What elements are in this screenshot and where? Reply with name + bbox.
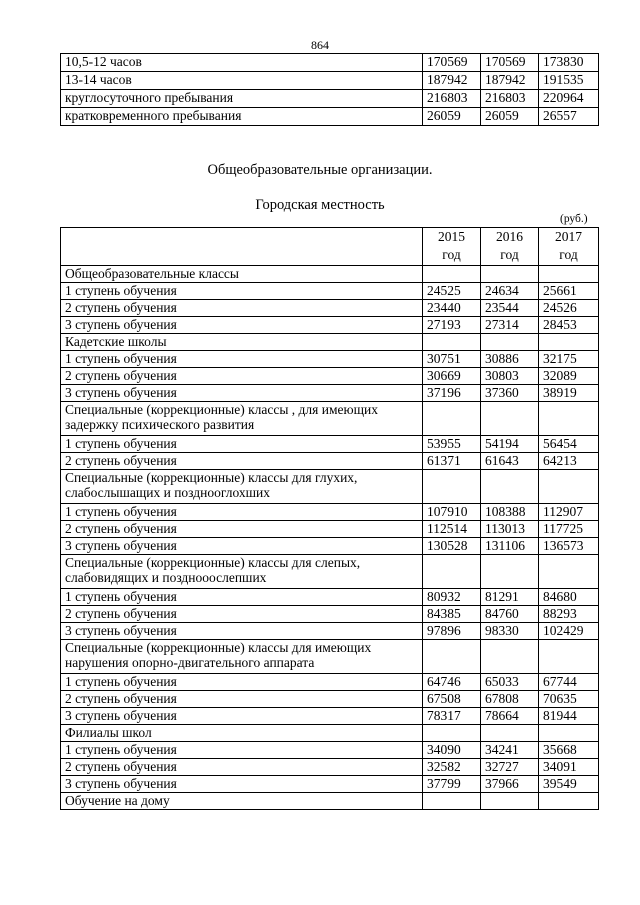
value-2017: 34091 (539, 759, 599, 776)
empty-cell (481, 266, 539, 283)
category-row (61, 266, 599, 283)
value-2017: 191535 (539, 72, 599, 90)
value-2015: 32582 (423, 759, 481, 776)
table-row (61, 708, 599, 725)
category-row (61, 793, 599, 810)
row-label: 2 ступень обучения (61, 759, 423, 776)
value-2015: 130528 (423, 538, 481, 555)
value-2016: 32727 (481, 759, 539, 776)
value-2016: 131106 (481, 538, 539, 555)
table-row (61, 742, 599, 759)
category-label: Общеобразовательные классы (61, 266, 423, 283)
category-label: Специальные (коррекционные) классы , для имеющих задержку психического развития (61, 402, 423, 436)
category-row (61, 640, 599, 674)
table-row (61, 453, 599, 470)
section-subheading: Городская местность (255, 197, 385, 213)
value-2016: 61643 (481, 453, 539, 470)
value-2017: 67744 (539, 674, 599, 691)
row-label: 2 ступень обучения (61, 453, 423, 470)
table-row (61, 300, 599, 317)
value-2017: 117725 (539, 521, 599, 538)
table-row (61, 538, 599, 555)
row-label: 3 ступень обучения (61, 317, 423, 334)
category-row (61, 725, 599, 742)
value-2016: 98330 (481, 623, 539, 640)
row-label: 1 ступень обучения (61, 504, 423, 521)
empty-cell (481, 402, 539, 436)
empty-cell (423, 793, 481, 810)
top-table (60, 53, 599, 126)
value-2015: 187942 (423, 72, 481, 90)
empty-cell (423, 640, 481, 674)
table-row (61, 759, 599, 776)
empty-cell (423, 555, 481, 589)
row-label: 2 ступень обучения (61, 300, 423, 317)
table-row (61, 589, 599, 606)
row-label: 3 ступень обучения (61, 385, 423, 402)
table-row (61, 606, 599, 623)
empty-cell (423, 725, 481, 742)
category-label: Обучение на дому (61, 793, 423, 810)
value-2016: 78664 (481, 708, 539, 725)
value-2016: 26059 (481, 108, 539, 126)
empty-cell (539, 402, 599, 436)
table-row (61, 385, 599, 402)
value-2015: 112514 (423, 521, 481, 538)
empty-cell (539, 725, 599, 742)
value-2016: 65033 (481, 674, 539, 691)
value-2016: 30886 (481, 351, 539, 368)
value-2017: 64213 (539, 453, 599, 470)
value-2015: 53955 (423, 436, 481, 453)
value-2016: 84760 (481, 606, 539, 623)
row-label: 1 ступень обучения (61, 674, 423, 691)
value-2015: 80932 (423, 589, 481, 606)
row-label: круглосуточного пребывания (61, 90, 423, 108)
value-2015: 37799 (423, 776, 481, 793)
header-row (61, 228, 599, 266)
value-2015: 61371 (423, 453, 481, 470)
cost-table (60, 227, 599, 810)
table-row (61, 436, 599, 453)
category-label: Специальные (коррекционные) классы для глухих, слабослышащих и позднооглохших (61, 470, 423, 504)
value-2017: 81944 (539, 708, 599, 725)
empty-cell (539, 334, 599, 351)
value-2017: 136573 (539, 538, 599, 555)
value-2016: 24634 (481, 283, 539, 300)
empty-cell (481, 793, 539, 810)
table-row (61, 283, 599, 300)
value-2015: 170569 (423, 54, 481, 72)
value-2017: 25661 (539, 283, 599, 300)
row-label: 1 ступень обучения (61, 742, 423, 759)
table-row (61, 368, 599, 385)
value-2015: 37196 (423, 385, 481, 402)
value-2017: 220964 (539, 90, 599, 108)
empty-cell (481, 725, 539, 742)
row-label: кратковременного пребывания (61, 108, 423, 126)
value-2016: 27314 (481, 317, 539, 334)
empty-cell (423, 470, 481, 504)
value-2017: 39549 (539, 776, 599, 793)
table-row (61, 90, 599, 108)
value-2016: 216803 (481, 90, 539, 108)
value-2015: 107910 (423, 504, 481, 521)
category-row (61, 402, 599, 436)
row-label: 3 ступень обучения (61, 708, 423, 725)
page-number: 864 (311, 38, 329, 52)
value-2017: 38919 (539, 385, 599, 402)
category-label: Филиалы школ (61, 725, 423, 742)
section-heading: Общеобразовательные организации. (207, 162, 433, 178)
value-2015: 26059 (423, 108, 481, 126)
value-2017: 56454 (539, 436, 599, 453)
value-2015: 97896 (423, 623, 481, 640)
value-2016: 113013 (481, 521, 539, 538)
value-2016: 170569 (481, 54, 539, 72)
value-2015: 216803 (423, 90, 481, 108)
table-row (61, 691, 599, 708)
value-2017: 32175 (539, 351, 599, 368)
value-2017: 32089 (539, 368, 599, 385)
row-label: 3 ступень обучения (61, 776, 423, 793)
row-label: 1 ступень обучения (61, 589, 423, 606)
empty-cell (423, 334, 481, 351)
category-label: Кадетские школы (61, 334, 423, 351)
table-row (61, 504, 599, 521)
table-row (61, 108, 599, 126)
value-2015: 27193 (423, 317, 481, 334)
value-2016: 108388 (481, 504, 539, 521)
table-row (61, 623, 599, 640)
value-2015: 64746 (423, 674, 481, 691)
value-2017: 35668 (539, 742, 599, 759)
empty-cell (539, 266, 599, 283)
empty-cell (481, 555, 539, 589)
value-2016: 187942 (481, 72, 539, 90)
value-2015: 34090 (423, 742, 481, 759)
row-label: 1 ступень обучения (61, 283, 423, 300)
empty-cell (481, 334, 539, 351)
header-2017: 2017 год (539, 228, 599, 266)
value-2016: 54194 (481, 436, 539, 453)
value-2015: 24525 (423, 283, 481, 300)
empty-cell (423, 402, 481, 436)
value-2017: 102429 (539, 623, 599, 640)
table-row (61, 521, 599, 538)
value-2017: 24526 (539, 300, 599, 317)
table-row (61, 317, 599, 334)
unit-label: (руб.) (560, 213, 588, 225)
value-2017: 70635 (539, 691, 599, 708)
empty-cell (481, 470, 539, 504)
table-row (61, 776, 599, 793)
value-2015: 78317 (423, 708, 481, 725)
table-row (61, 72, 599, 90)
category-row (61, 334, 599, 351)
table-row (61, 351, 599, 368)
row-label: 3 ступень обучения (61, 623, 423, 640)
value-2015: 30751 (423, 351, 481, 368)
value-2017: 173830 (539, 54, 599, 72)
empty-cell (539, 470, 599, 504)
value-2015: 67508 (423, 691, 481, 708)
empty-cell (539, 555, 599, 589)
row-label: 2 ступень обучения (61, 606, 423, 623)
row-label: 1 ступень обучения (61, 436, 423, 453)
value-2017: 84680 (539, 589, 599, 606)
row-label: 3 ступень обучения (61, 538, 423, 555)
category-label: Специальные (коррекционные) классы для слепых, слабовидящих и позднооослепших (61, 555, 423, 589)
value-2017: 112907 (539, 504, 599, 521)
value-2016: 23544 (481, 300, 539, 317)
table-row (61, 674, 599, 691)
value-2016: 37966 (481, 776, 539, 793)
header-blank (61, 228, 423, 266)
header-2016: 2016 год (481, 228, 539, 266)
header-2015: 2015 год (423, 228, 481, 266)
value-2016: 37360 (481, 385, 539, 402)
row-label: 2 ступень обучения (61, 521, 423, 538)
row-label: 2 ступень обучения (61, 691, 423, 708)
value-2017: 28453 (539, 317, 599, 334)
value-2015: 23440 (423, 300, 481, 317)
value-2015: 84385 (423, 606, 481, 623)
row-label: 2 ступень обучения (61, 368, 423, 385)
row-label: 1 ступень обучения (61, 351, 423, 368)
empty-cell (481, 640, 539, 674)
row-label: 13-14 часов (61, 72, 423, 90)
category-row (61, 470, 599, 504)
value-2017: 88293 (539, 606, 599, 623)
value-2016: 30803 (481, 368, 539, 385)
empty-cell (423, 266, 481, 283)
table-row (61, 54, 599, 72)
empty-cell (539, 793, 599, 810)
value-2016: 34241 (481, 742, 539, 759)
value-2016: 81291 (481, 589, 539, 606)
row-label: 10,5-12 часов (61, 54, 423, 72)
category-row (61, 555, 599, 589)
category-label: Специальные (коррекционные) классы для имеющих нарушения опорно-двигательного аппарата (61, 640, 423, 674)
value-2015: 30669 (423, 368, 481, 385)
empty-cell (539, 640, 599, 674)
value-2016: 67808 (481, 691, 539, 708)
value-2017: 26557 (539, 108, 599, 126)
